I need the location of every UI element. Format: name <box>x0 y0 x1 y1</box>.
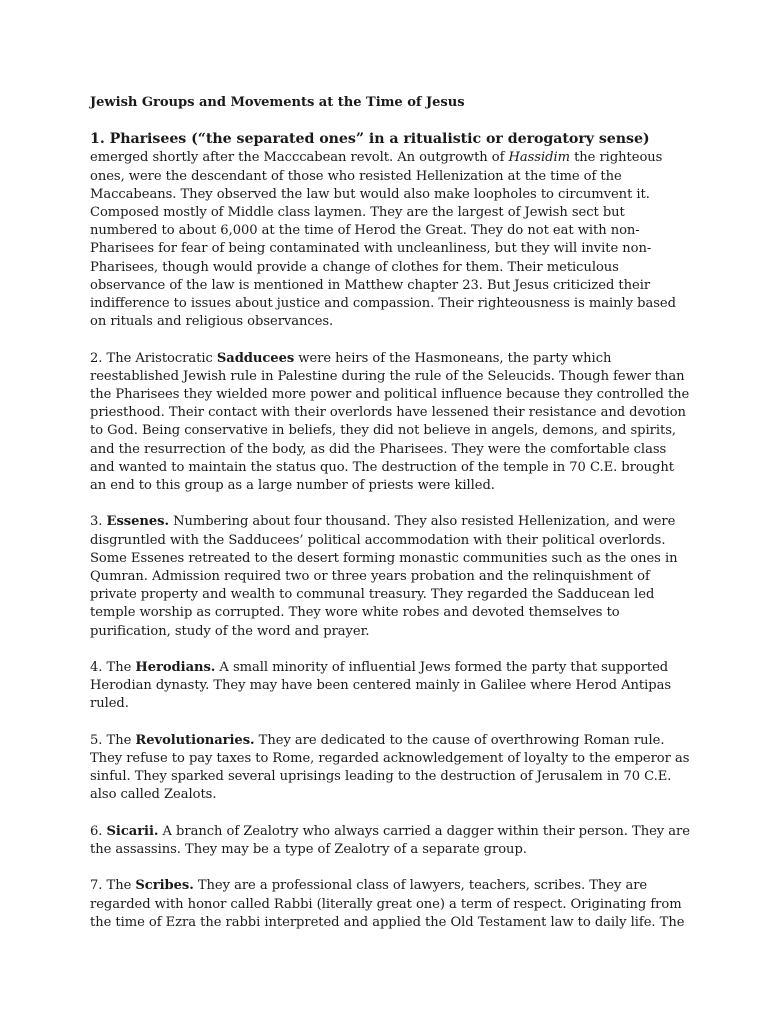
section-number: 6. <box>90 823 107 839</box>
section-pharisees <box>90 130 690 331</box>
section-number: 5. <box>90 732 107 748</box>
section-text: They are a professional class of lawyers, teachers, scribes. They are regarded with honor called Rabbi (literally great one) a term of respect. Originating from the time of Ezra the rabbi interpreted and applied the Old Testament law to daily life. The <box>90 878 685 930</box>
section-prefix: The Aristocratic <box>106 350 217 366</box>
section-text: were heirs of the Hasmoneans, the party which reestablished Jewish rule in Palestine during the rule of the Seleucids. Though fewer than the Pharisees they wielded more power and political influence because they controlled the priesthood. Their contact with their overlords have lessened their resistance and devotion to God. Being conservative in beliefs, they did not believe in angels, demons, and spirits, and the resurrection of the body, as did the Pharisees. They were the comfortable class and wanted to maintain the status quo. The destruction of the temple in 70 C.E. brought an end to this group as a large number of priests were killed. <box>90 350 690 494</box>
group-name-scribes: Scribes. <box>135 878 194 894</box>
section-text: They are dedicated to the cause of overthrowing Roman rule. They refuse to pay taxes to Rome, regarded acknowledgement of loyalty to the emperor as sinful. They sparked several uprisings leading to the destruction of Jerusalem in 70 C.E. also called Zealots. <box>90 732 690 803</box>
section-number: 1. <box>90 131 110 148</box>
section-scribes <box>90 877 690 932</box>
section-text: A small minority of influential Jews formed the party that supported Herodian dynasty. They may have been centered mainly in Galilee where Herod Antipas ruled. <box>90 660 671 712</box>
section-sadducees <box>90 350 690 496</box>
section-prefix: The <box>106 660 136 676</box>
section-text: emerged shortly after the Macccabean revolt. An outgrowth of <box>90 150 509 166</box>
section-number: 3. <box>90 514 107 530</box>
section-prefix: The <box>106 732 136 748</box>
section-text: Numbering about four thousand. They also resisted Hellenization, and were disgruntled with the Sadducees’ political accommodation with their political overlords. Some Essenes retreated to the desert forming monastic communities such as the ones in Qumran. Admission required two or three years probation and the relinquishment of private property and wealth to communal treasury. They regarded the Sadducean led temple worship as corrupted. They wore white robes and devoted themselves to purification, study of the word and prayer. <box>90 514 678 639</box>
group-name-herodians: Herodians. <box>135 660 216 676</box>
group-name-pharisees: Pharisees (“the separated ones” in a ritualistic or derogatory sense) <box>109 131 650 148</box>
group-name-revolutionaries: Revolutionaries. <box>135 732 255 748</box>
group-name-essenes: Essenes. <box>106 514 169 530</box>
group-name-sadducees: Sadducees <box>216 350 295 366</box>
section-revolutionaries <box>90 732 690 805</box>
section-number: 7. <box>90 878 107 894</box>
section-text: the righteous ones, were the descendant of those who resisted Hellenization at the time of the Maccabeans. They observed the law but would also make loopholes to circumvent it. Composed mostly of Middle class laymen. They are the largest of Jewish sect but numbered to about 6,000 at the time of Herod the Great. They do not eat with non-Pharisees for fear of being contaminated with uncleanliness, but they will invite non-Pharisees, though would provide a change of clothes for them. Their meticulous observance of the law is mentioned in Matthew chapter 23. But Jesus criticized their indifference to issues about justice and compassion. Their righteousness is mainly based on rituals and religious observances. <box>90 150 676 330</box>
section-sicarii <box>90 823 690 859</box>
section-number: 2. <box>90 350 107 366</box>
section-herodians <box>90 659 690 714</box>
section-essenes <box>90 513 690 640</box>
document-title: Jewish Groups and Movements at the Time of Jesus <box>90 95 465 110</box>
document-page <box>90 94 690 950</box>
group-name-sicarii: Sicarii. <box>106 823 159 839</box>
section-text: A branch of Zealotry who always carried a dagger within their person. They are the assassins. They may be a type of Zealotry of a separate group. <box>90 823 690 858</box>
section-number: 4. <box>90 660 107 676</box>
section-prefix: The <box>106 878 136 894</box>
italic-term-hassidim: Hassidim <box>508 150 570 166</box>
